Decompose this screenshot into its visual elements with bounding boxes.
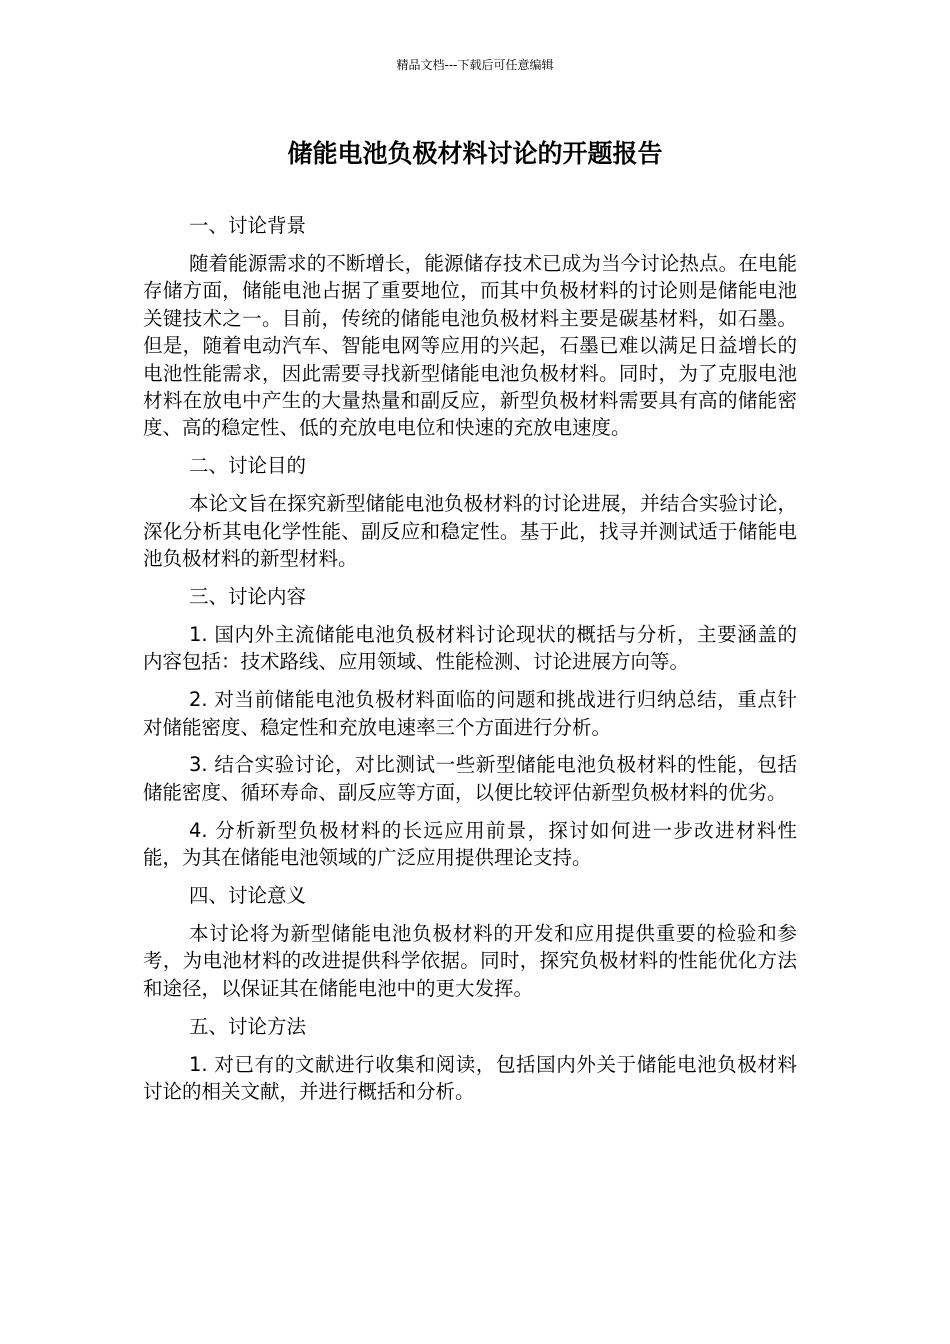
content-item-3: 3. 结合实验讨论，对比测试一些新型储能电池负极材料的性能，包括储能密度、循环寿命、副反应等方面，以便比较评估新型负极材料的优劣。 — [143, 753, 797, 804]
document-title: 储能电池负极材料讨论的开题报告 — [287, 139, 663, 168]
section-heading-purpose: 二、讨论目的 — [189, 454, 307, 478]
paragraph-background: 随着能源需求的不断增长，能源储存技术已成为当今讨论热点。在电能存储方面，储能电池占据了重要地位，而其中负极材料的讨论则是储能电池关键技术之一。目前，传统的储能电池负极材料主要是碳基材料，如石墨。但是，随着电动汽车、智能电网等应用的兴起，石墨已难以满足日益增长的电池性能需求，因此需要寻找新型储能电池负极材料。同时，为了克服电池材料在放电中产生的大量热量和副反应，新型负极材料需要具有高的储能密度、高的稳定性、低的充放电电位和快速的充放电速度。 — [143, 251, 797, 440]
content-item-4: 4. 分析新型负极材料的长远应用前景，探讨如何进一步改进材料性能，为其在储能电池领域的广泛应用提供理论支持。 — [143, 818, 797, 870]
content-item-1: 1. 国内外主流储能电池负极材料讨论现状的概括与分析，主要涵盖的内容包括：技术路线、应用领域、性能检测、讨论进展方向等。 — [143, 622, 797, 674]
paragraph-purpose: 本论文旨在探究新型储能电池负极材料的讨论进展，并结合实验讨论，深化分析其电化学性能、副反应和稳定性。基于此，找寻并测试适于储能电池负极材料的新型材料。 — [143, 492, 797, 570]
method-item-1: 1. 对已有的文献进行收集和阅读，包括国内外关于储能电池负极材料讨论的相关文献，并进行概括和分析。 — [143, 1052, 797, 1103]
section-heading-background: 一、讨论背景 — [189, 214, 307, 237]
section-heading-content: 三、讨论内容 — [189, 584, 307, 608]
document-body — [143, 212, 797, 1116]
section-heading-methods: 五、讨论方法 — [189, 1014, 307, 1038]
paragraph-significance: 本讨论将为新型储能电池负极材料的开发和应用提供重要的检验和参考，为电池材料的改进提供科学依据。同时，探究负极材料的性能优化方法和途径，以保证其在储能电池中的更大发挥。 — [143, 921, 797, 1000]
content-item-2: 2. 对当前储能电池负极材料面临的问题和挑战进行归纳总结，重点针对储能密度、稳定性和充放电速率三个方面进行分析。 — [143, 688, 797, 739]
section-heading-significance: 四、讨论意义 — [189, 884, 307, 908]
page-header: 精品文档---下载后可任意编辑 — [396, 58, 554, 72]
